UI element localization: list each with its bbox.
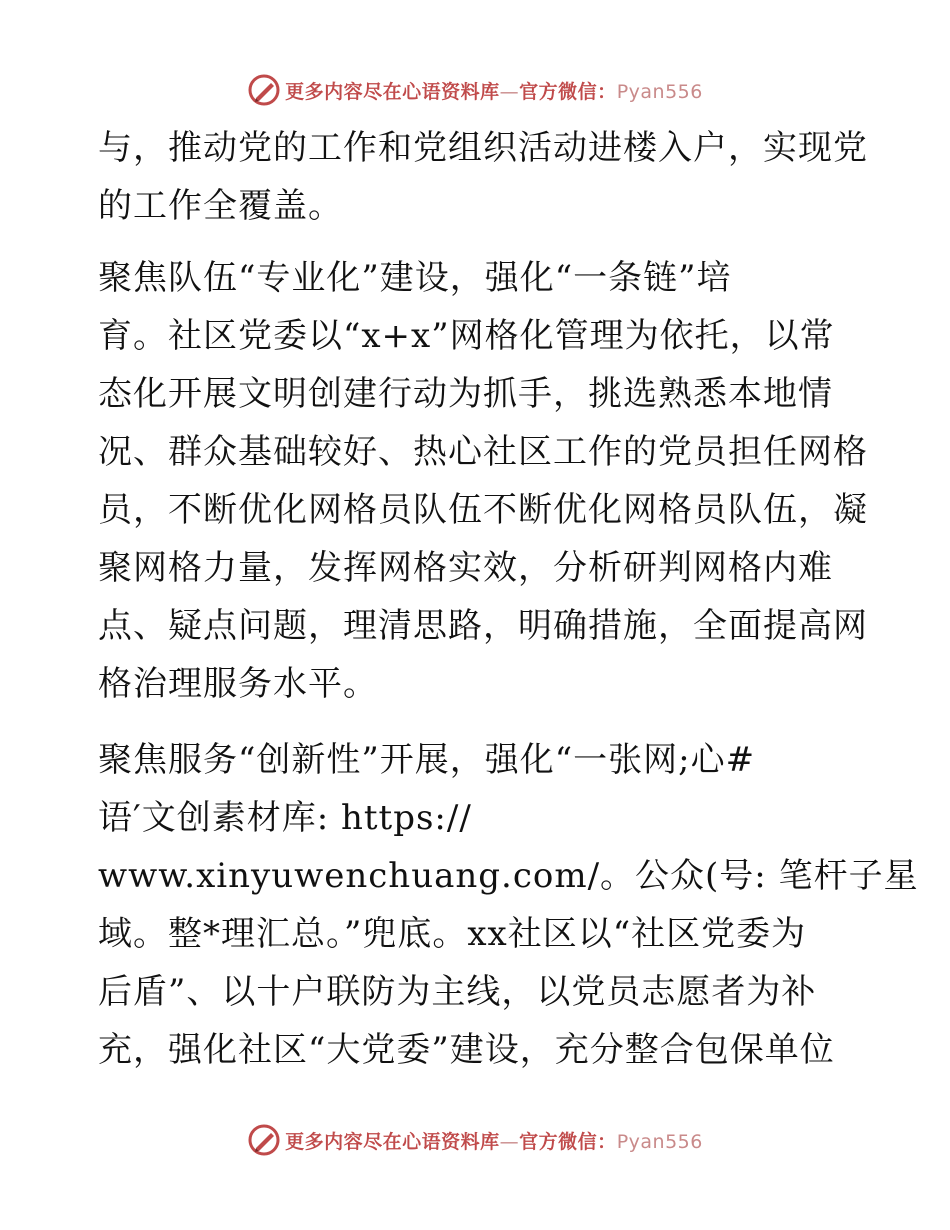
text-line: 况、群众基础较好、热心社区工作的党员担任网格 bbox=[98, 432, 868, 472]
pen-logo-icon bbox=[247, 1123, 281, 1157]
text-line: 聚焦服务“创新性”开展，强化“一张网;心# bbox=[98, 740, 756, 780]
text-line: 聚焦队伍“专业化”建设，强化“一条链”培 bbox=[98, 258, 732, 298]
footer-banner bbox=[0, 1120, 950, 1160]
text-line: 的工作全覆盖。 bbox=[98, 186, 343, 226]
text-line: 员，不断优化网格员队伍不断优化网格员队伍，凝 bbox=[98, 490, 868, 530]
banner-text bbox=[285, 1127, 703, 1154]
text-line: www.xinyuwenchuang.com/。公众(号: 笔杆子星 bbox=[98, 856, 919, 896]
text-line: 域。整*理汇总。”兜底。xx社区以“社区党委为 bbox=[98, 914, 807, 954]
banner-main-text: 更多内容尽在心语资料库 bbox=[285, 80, 500, 103]
pen-logo-icon bbox=[247, 73, 281, 107]
text-line: 点、疑点问题，理清思路，明确措施，全面提高网 bbox=[98, 606, 868, 646]
banner-official-text: 官方微信： bbox=[519, 1130, 617, 1153]
banner-wechat-id: Pyan556 bbox=[616, 80, 703, 103]
banner-wechat-id: Pyan556 bbox=[616, 1130, 703, 1153]
banner-dash: — bbox=[499, 1130, 520, 1153]
text-line: 语′文创素材库: https:// bbox=[98, 798, 472, 838]
text-line: 态化开展文明创建行动为抓手，挑选熟悉本地情 bbox=[98, 374, 833, 414]
text-line: 育。社区党委以“x+x”网格化管理为依托，以常 bbox=[98, 316, 835, 356]
banner-text bbox=[285, 77, 703, 104]
text-line: 与，推动党的工作和党组织活动进楼入户，实现党 bbox=[98, 128, 868, 168]
banner-official-text: 官方微信： bbox=[519, 80, 617, 103]
text-line: 格治理服务水平。 bbox=[98, 664, 378, 704]
text-line: 充，强化社区“大党委”建设，充分整合包保单位 bbox=[98, 1030, 835, 1070]
banner-dash: — bbox=[499, 80, 520, 103]
text-line: 后盾”、以十户联防为主线，以党员志愿者为补 bbox=[98, 972, 817, 1012]
header-banner bbox=[0, 70, 950, 110]
text-line: 聚网格力量，发挥网格实效，分析研判网格内难 bbox=[98, 548, 833, 588]
banner-main-text: 更多内容尽在心语资料库 bbox=[285, 1130, 500, 1153]
